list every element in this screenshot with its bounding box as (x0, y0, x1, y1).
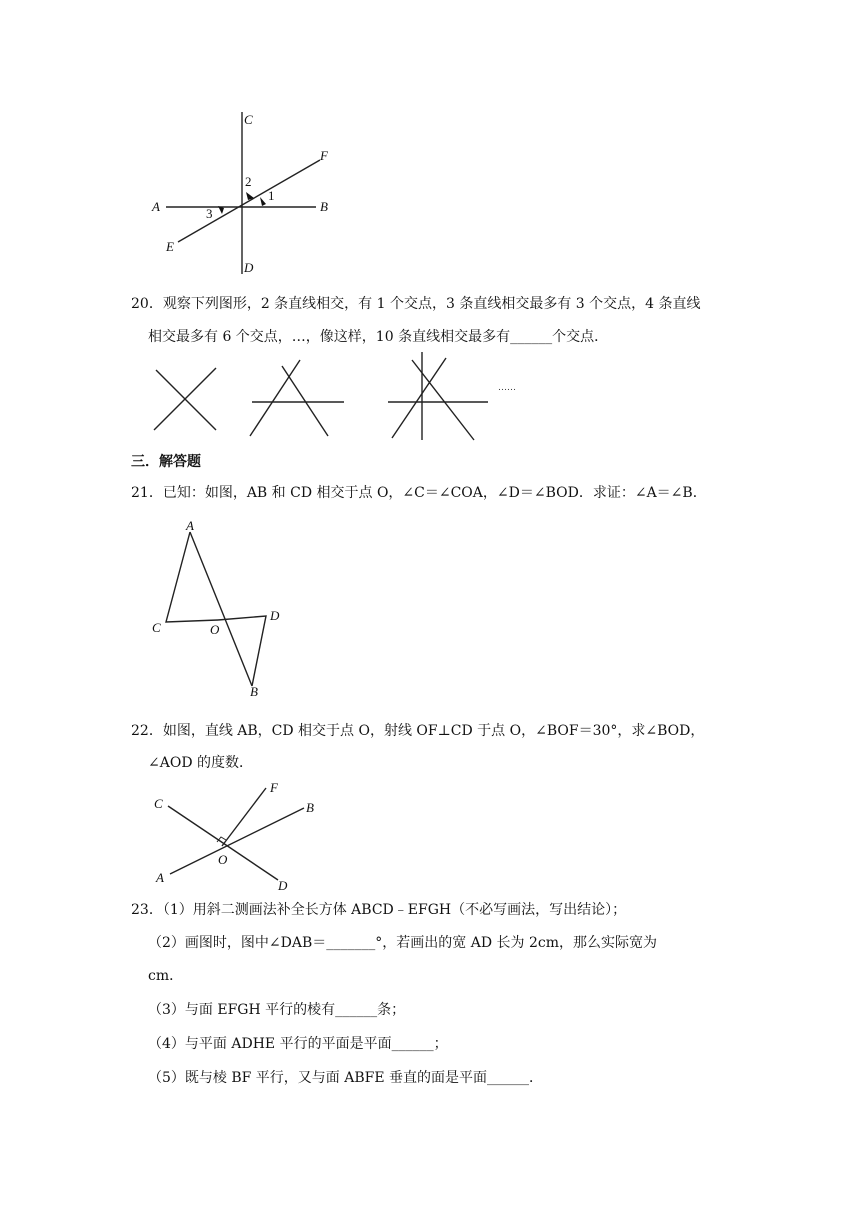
triangle-aco (166, 532, 218, 622)
q23-part4: （4）与平面 ADHE 平行的平面是平面______； (148, 1036, 448, 1052)
q22-label-d: D (278, 878, 288, 893)
figure-q22 (148, 778, 328, 894)
label-a: A (152, 199, 160, 214)
label-b: B (320, 199, 328, 214)
angle-1-mark (260, 197, 266, 206)
q21-label-b: B (250, 684, 258, 699)
label-e: E (166, 239, 174, 254)
q22-label-b: B (306, 800, 314, 815)
label-f: F (320, 148, 328, 163)
q23-part5: （5）既与棱 BF 平行，又与面 ABFE 垂直的面是平面______． (148, 1070, 544, 1086)
q22-label-o: O (218, 852, 228, 867)
q22-label-c: C (154, 796, 163, 811)
label-c: C (244, 112, 253, 127)
q22-line1: 22．如图，直线 AB，CD 相交于点 O，射线 OF⊥CD 于点 O，∠BOF＝30°，求∠BOD， (131, 723, 705, 739)
ellipsis: …… (498, 382, 516, 392)
q23-part2a: （2）画图时，图中∠DAB＝_______°，若画出的宽 AD 长为 2cm，那么实际宽为 (148, 935, 657, 951)
q23-part3: （3）与面 EFGH 平行的棱有______条； (148, 1002, 406, 1018)
label-2: 2 (245, 174, 252, 189)
triangle-bod (218, 616, 266, 686)
figure-intersecting-lines (148, 108, 338, 280)
q21-label-o: O (210, 622, 220, 637)
q23-part1: 23．（1）用斜二测画法补全长方体 ABCD﹣EFGH（不必写画法，写出结论）； (131, 902, 627, 918)
q21-label-a: A (186, 518, 194, 533)
line-cd (168, 806, 278, 880)
label-3: 3 (206, 206, 213, 221)
q22-label-f: F (270, 780, 278, 795)
q21-label-c: C (152, 620, 161, 635)
q22-line2: ∠AOD 的度数． (148, 755, 253, 771)
q22-label-a: A (156, 870, 164, 885)
line-ef (178, 160, 320, 242)
figure-line-intersections (148, 350, 528, 442)
q21-label-d: D (270, 608, 280, 623)
label-1: 1 (268, 188, 275, 203)
figure-q21 (148, 516, 288, 700)
q20-line1: 20．观察下列图形，2 条直线相交，有 1 个交点，3 条直线相交最多有 3 个交点，4 条直线 (131, 296, 701, 312)
label-d: D (244, 260, 254, 275)
q23-part2b: cm． (148, 968, 184, 984)
line-ab (170, 808, 304, 874)
q21-text: 21．已知：如图，AB 和 CD 相交于点 O，∠C＝∠COA，∠D＝∠BOD．求证：∠A＝∠B． (131, 485, 707, 501)
q20-line2: 相交最多有 6 个交点，…，像这样，10 条直线相交最多有______个交点． (148, 329, 609, 345)
section-heading: 三．解答题 (131, 454, 201, 470)
